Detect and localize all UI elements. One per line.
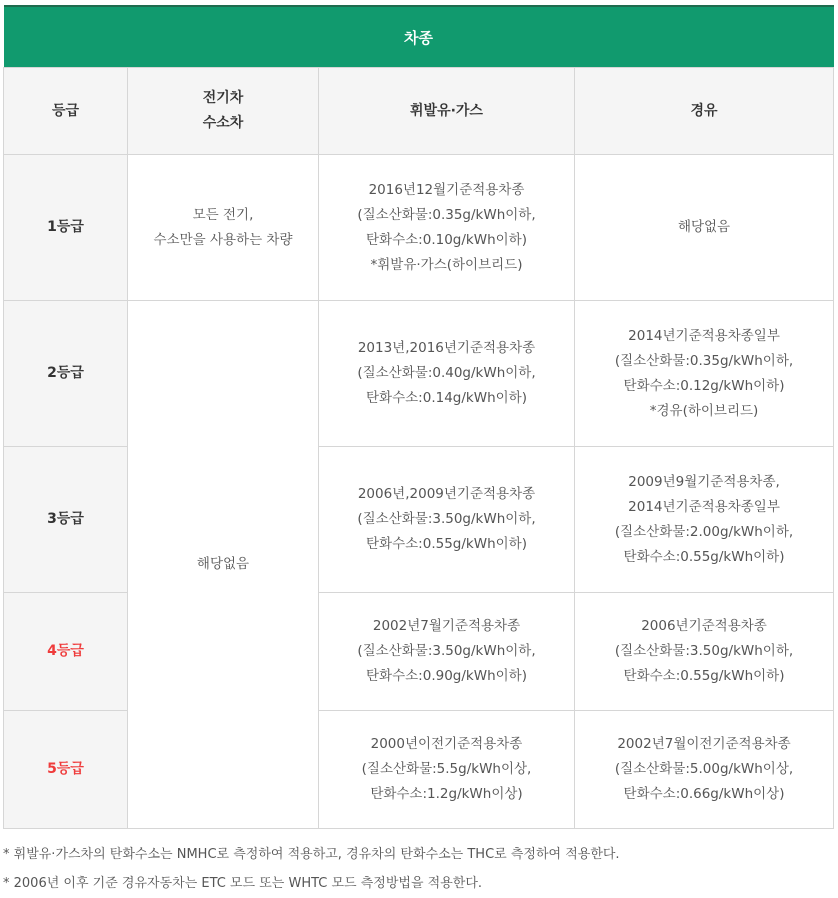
cell-line: 탄화수소:0.10g/kWh이하) [366,231,527,248]
cell-line: (질소산화물:3.50g/kWh이하, [357,643,536,659]
cell-line: (질소산화물:0.35g/kWh이하, [614,352,794,369]
table-row [4,155,834,301]
ev-cell-merged [128,301,319,829]
cell-line: 수소만을 사용하는 차량 [153,231,293,248]
header-row [4,68,834,155]
cell-line: 해당없음 [196,556,250,572]
footnote-hydrocarbon-measurement: * 휘발유·가스차의 탄화수소는 NMHC로 측정하여 적용하고, 경유차의 탄화수소는 THC로 측정하여 적용한다. [3,847,620,862]
diesel-cell [575,447,834,593]
gasoline-cell [319,593,575,711]
table-row [4,301,834,447]
cell-line: 탄화수소:0.55g/kWh이하) [366,536,527,552]
vehicle-type-title: 차종 [4,6,834,68]
gasoline-cell [319,301,575,447]
footnote-diesel-test-mode: * 2006년 이후 기준 경유자동차는 ETC 모드 또는 WHTC 모드 측정방법을 적용한다. [3,876,483,891]
grade-cell: 4등급 [4,593,128,711]
cell-line: (질소산화물:0.35g/kWh이하, [357,206,536,223]
ev-cell [128,155,319,301]
cell-line: 2002년7월기준적용차종 [372,618,521,634]
diesel-cell [575,155,834,301]
cell-line: 2002년7월이전기준적용차종 [617,736,791,752]
cell-line: 모든 전기, [192,206,254,223]
cell-line: 탄화수소:0.14g/kWh이하) [366,390,527,406]
cell-line: 2006년,2009년기준적용차종 [357,486,536,502]
header-grade: 등급 [4,68,128,155]
grade-cell: 3등급 [4,447,128,593]
diesel-cell [575,301,834,447]
cell-line: (질소산화물:2.00g/kWh이하, [614,523,794,540]
cell-line: 2006년기준적용차종 [641,618,767,634]
grade-cell: 2등급 [4,301,128,447]
cell-line: 탄화수소:0.55g/kWh이하) [623,668,785,684]
cell-line: (질소산화물:3.50g/kWh이하, [357,511,536,527]
header-ev-hydrogen [128,68,319,155]
cell-line: 탄화수소:0.12g/kWh이하) [623,377,785,394]
gasoline-cell [319,447,575,593]
diesel-cell [575,711,834,829]
cell-line: 2016년12월기준적용차종 [368,181,525,198]
cell-line: 2014년기준적용차종일부 [628,327,780,344]
header-diesel: 경유 [575,68,834,155]
vehicle-type-title-row [4,6,834,68]
header-ev-line: 전기차 [202,90,244,106]
cell-line: 해당없음 [677,219,731,235]
cell-line: 탄화수소:0.55g/kWh이하) [623,548,785,565]
cell-line: 2013년,2016년기준적용차종 [357,340,536,356]
cell-line: 탄화수소:1.2g/kWh이상) [370,786,523,802]
cell-line: 탄화수소:0.90g/kWh이하) [366,668,527,684]
diesel-cell [575,593,834,711]
cell-line: 2014년기준적용차종일부 [628,498,780,515]
footnotes [3,840,833,898]
header-hydrogen-line: 수소차 [202,115,244,131]
cell-line: (질소산화물:0.40g/kWh이하, [357,365,536,381]
emission-grade-table [3,5,834,829]
cell-line: 탄화수소:0.66g/kWh이상) [623,786,785,802]
grade-cell: 1등급 [4,155,128,301]
gasoline-cell [319,711,575,829]
header-gasoline-gas: 휘발유·가스 [319,68,575,155]
grade-cell: 5등급 [4,711,128,829]
cell-line: (질소산화물:5.5g/kWh이상, [361,761,532,777]
gasoline-cell [319,155,575,301]
cell-line: *휘발유·가스(하이브리드) [370,256,523,273]
cell-line: (질소산화물:3.50g/kWh이하, [614,643,794,659]
cell-line: (질소산화물:5.00g/kWh이상, [614,761,794,777]
cell-line: *경유(하이브리드) [649,402,759,419]
cell-line: 2000년이전기준적용차종 [370,736,523,752]
cell-line: 2009년9월기준적용차종, [628,473,780,490]
